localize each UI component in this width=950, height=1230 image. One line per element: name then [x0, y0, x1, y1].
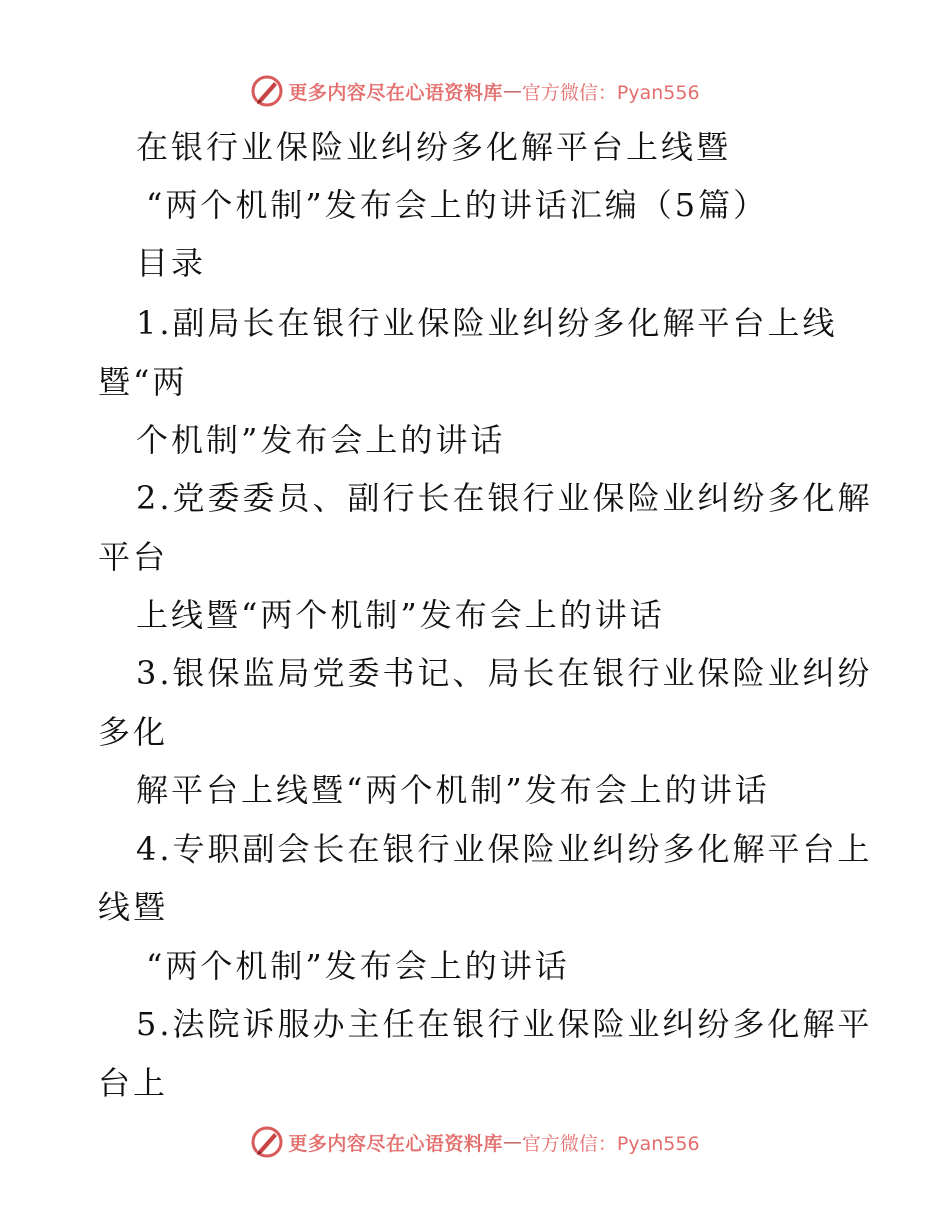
toc-item-5-line2: 台上: [98, 1064, 169, 1102]
toc-heading: 目录: [136, 244, 207, 282]
header-banner: [0, 71, 950, 111]
banner-separator: —: [502, 1131, 522, 1153]
toc-item-1-line3: 个机制”发布会上的讲话: [136, 421, 506, 459]
toc-item-1-line1: 1.副局长在银行业保险业纠纷多化解平台上线: [136, 304, 838, 342]
title-line-1: 在银行业保险业纠纷多化解平台上线暨: [136, 128, 732, 166]
banner-contact: 官方微信：Pyan556: [521, 81, 700, 104]
footer-banner: [0, 1122, 950, 1162]
toc-item-4-line3: “两个机制”发布会上的讲话: [146, 947, 570, 985]
banner-brand: 更多内容尽在心语资料库: [288, 81, 503, 104]
toc-item-2-line3: 上线暨“两个机制”发布会上的讲话: [136, 596, 665, 634]
toc-item-3-line2: 多化: [98, 713, 169, 751]
banner-contact: 官方微信：Pyan556: [521, 1132, 700, 1155]
toc-item-4-line2: 线暨: [98, 888, 169, 926]
pen-circle-logo-icon: [250, 74, 284, 108]
toc-item-4-line1: 4.专职副会长在银行业保险业纠纷多化解平台上: [136, 830, 873, 868]
banner-brand: 更多内容尽在心语资料库: [288, 1132, 503, 1155]
toc-item-5-line1: 5.法院诉服办主任在银行业保险业纠纷多化解平: [136, 1005, 873, 1043]
toc-item-1-line2: 暨“两: [98, 363, 188, 401]
toc-item-2-line1: 2.党委委员、副行长在银行业保险业纠纷多化解: [136, 479, 873, 517]
toc-item-3-line3: 解平台上线暨“两个机制”发布会上的讲话: [136, 771, 770, 809]
toc-item-3-line1: 3.银保监局党委书记、局长在银行业保险业纠纷: [136, 654, 873, 692]
title-line-2: “两个机制”发布会上的讲话汇编（5篇）: [146, 186, 769, 224]
toc-item-2-line2: 平台: [98, 538, 169, 576]
banner-separator: —: [502, 80, 522, 102]
pen-circle-logo-icon: [250, 1125, 284, 1159]
